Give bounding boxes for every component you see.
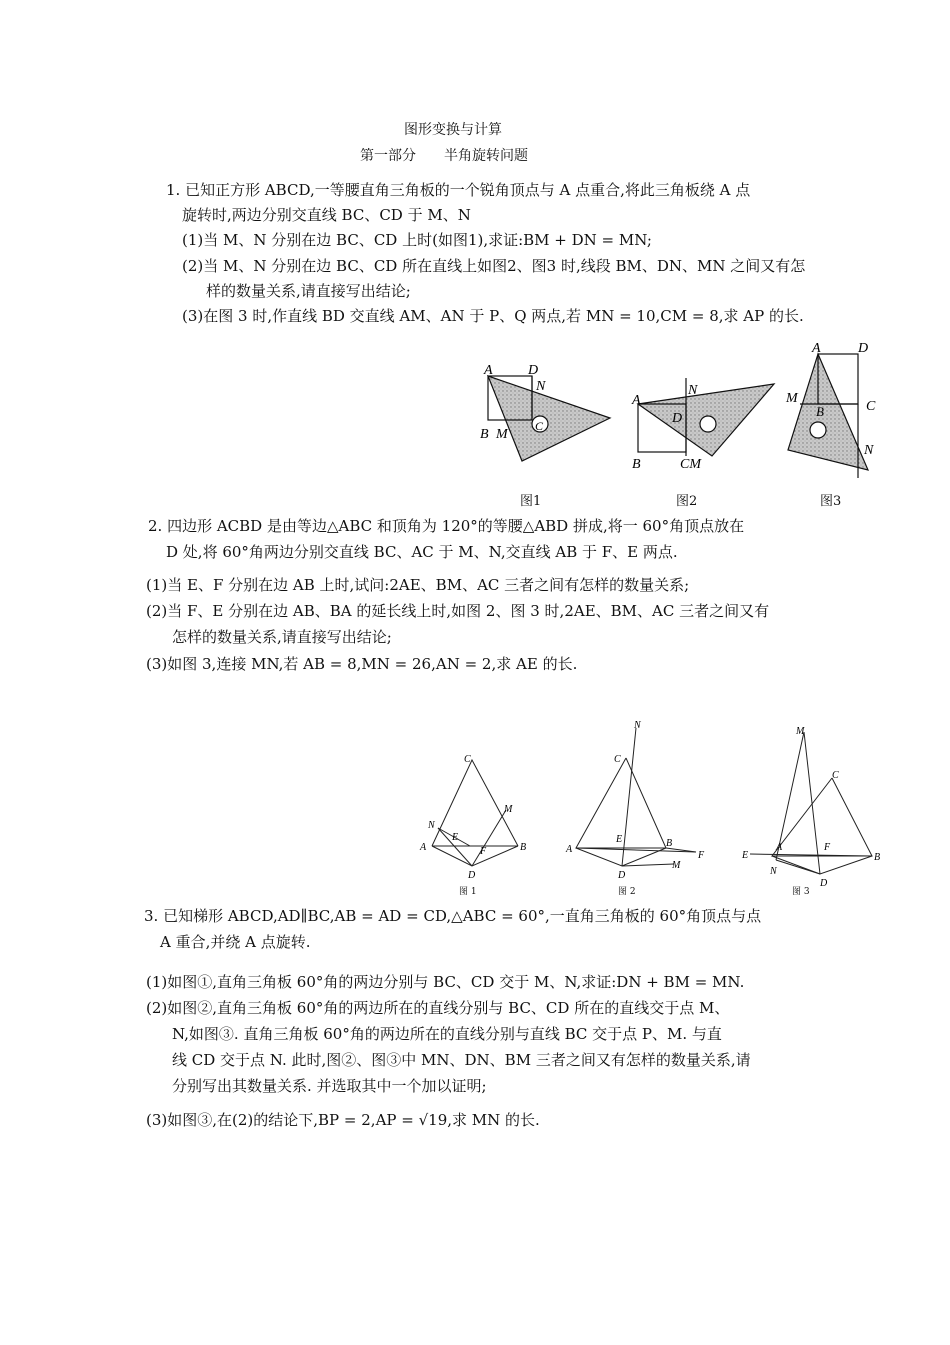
label-m: M xyxy=(496,427,508,442)
label-n: N xyxy=(770,866,777,877)
problem-3-line: 线 CD 交于点 N. 此时,图②、图③中 MN、DN、BM 三者之间又有怎样的数量关系,请 xyxy=(172,1051,751,1069)
p2-figure-2 xyxy=(576,728,696,866)
label-n: N xyxy=(688,383,698,398)
label-c: C xyxy=(614,754,621,765)
label-c: C xyxy=(464,754,471,765)
label-n: N xyxy=(428,820,435,831)
problem-3-line: 3. 已知梯形 ABCD,AD∥BC,AB = AD = CD,△ABC = 60°,一直角三角板的 60°角顶点与点 xyxy=(144,907,762,925)
label-a: A xyxy=(812,341,821,356)
label-b: B xyxy=(666,838,673,849)
label-d: D xyxy=(858,341,869,356)
problem-3-line: (3)如图③,在(2)的结论下,BP = 2,AP = √19,求 MN 的长. xyxy=(146,1111,540,1129)
document-subtitle: 第一部分 半角旋转问题 xyxy=(360,148,528,164)
label-d: D xyxy=(672,411,683,426)
p2-caption-3: 图 3 xyxy=(792,887,810,897)
p2-figure-3 xyxy=(750,732,872,874)
label-n: N xyxy=(864,443,874,458)
problem-3-line: N,如图③. 直角三角板 60°角的两边所在的直线分别与直线 BC 交于点 P、M. 与直 xyxy=(172,1025,722,1043)
label-n: N xyxy=(536,379,546,394)
label-a: A xyxy=(420,842,427,853)
label-e: E xyxy=(616,834,623,845)
label-d: D xyxy=(528,363,539,378)
label-b: B xyxy=(816,404,824,419)
label-m: M xyxy=(786,391,798,406)
problem-1-line: 1. 已知正方形 ABCD,一等腰直角三角板的一个锐角顶点与 A 点重合,将此三角板绕 A 点 xyxy=(166,181,751,199)
problem-2-figures xyxy=(400,718,890,888)
label-d: D xyxy=(468,870,476,881)
label-e: E xyxy=(742,850,749,861)
p1-caption-3: 图3 xyxy=(820,494,842,509)
label-b: B xyxy=(480,427,489,442)
problem-2-line: 怎样的数量关系,请直接写出结论; xyxy=(172,628,392,646)
label-m: M xyxy=(796,726,805,737)
label-d: D xyxy=(820,878,828,888)
label-m: M xyxy=(504,804,513,815)
problem-3-line: 分别写出其数量关系. 并选取其中一个加以证明; xyxy=(172,1077,487,1095)
problem-2-line: (1)当 E、F 分别在边 AB 上时,试问:2AE、BM、AC 三者之间有怎样的数量关系; xyxy=(146,576,690,594)
p1-figure-2 xyxy=(631,378,774,472)
document-title: 图形变换与计算 xyxy=(404,122,502,138)
p2-caption-1: 图 1 xyxy=(459,887,477,897)
triangle-ruler xyxy=(488,376,610,461)
problem-2-line: D 处,将 60°角两边分别交直线 BC、AC 于 M、N,交直线 AB 于 F、E 两点. xyxy=(166,543,678,561)
label-cm: CM xyxy=(680,457,701,472)
label-a: A xyxy=(484,363,493,378)
label-d: D xyxy=(618,870,626,881)
label-m: M xyxy=(672,860,681,871)
label-c: C xyxy=(535,419,544,433)
label-f: F xyxy=(824,842,831,853)
problem-2-line: (2)当 F、E 分别在边 AB、BA 的延长线上时,如图 2、图 3 时,2AE、BM、AC 三者之间又有 xyxy=(146,602,770,620)
label-b: B xyxy=(874,852,881,863)
p1-figure-1 xyxy=(480,363,610,461)
problem-3-line: (1)如图①,直角三角板 60°角的两边分别与 BC、CD 交于 M、N,求证:DN + BM = MN. xyxy=(146,973,745,991)
label-n: N xyxy=(634,720,641,731)
problem-1-line: (1)当 M、N 分别在边 BC、CD 上时(如图1),求证:BM + DN = MN; xyxy=(182,231,652,249)
label-e: E xyxy=(452,832,459,843)
problem-1-line: (2)当 M、N 分别在边 BC、CD 所在直线上如图2、图3 时,线段 BM、DN、MN 之间又有怎 xyxy=(182,257,806,275)
problem-1-line: 旋转时,两边分别交直线 BC、CD 于 M、N xyxy=(182,206,471,224)
label-f: F xyxy=(480,846,487,857)
problem-2-line: (3)如图 3,连接 MN,若 AB = 8,MN = 26,AN = 2,求 AE 的长. xyxy=(146,655,578,673)
label-a: A xyxy=(632,393,641,408)
label-a: A xyxy=(776,842,783,853)
label-a: A xyxy=(566,844,573,855)
problem-3-line: (2)如图②,直角三角板 60°角的两边所在的直线分别与 BC、CD 所在的直线交于点 M、 xyxy=(146,999,730,1017)
problem-2-line: 2. 四边形 ACBD 是由等边△ABC 和顶角为 120°的等腰△ABD 拼成,将一 60°角顶点放在 xyxy=(148,517,745,535)
label-b: B xyxy=(520,842,527,853)
label-c: C xyxy=(832,770,839,781)
label-f: F xyxy=(698,850,705,861)
label-b: B xyxy=(632,457,641,472)
problem-3-line: A 重合,并绕 A 点旋转. xyxy=(160,933,311,951)
p1-caption-1: 图1 xyxy=(520,494,542,509)
p1-figure-3 xyxy=(785,341,876,478)
p2-caption-2: 图 2 xyxy=(618,887,636,897)
p1-caption-2: 图2 xyxy=(676,494,698,509)
problem-1-line: 样的数量关系,请直接写出结论; xyxy=(206,282,411,300)
label-c: C xyxy=(866,399,876,414)
problem-1-line: (3)在图 3 时,作直线 BD 交直线 AM、AN 于 P、Q 两点,若 MN = 10,CM = 8,求 AP 的长. xyxy=(182,307,804,325)
